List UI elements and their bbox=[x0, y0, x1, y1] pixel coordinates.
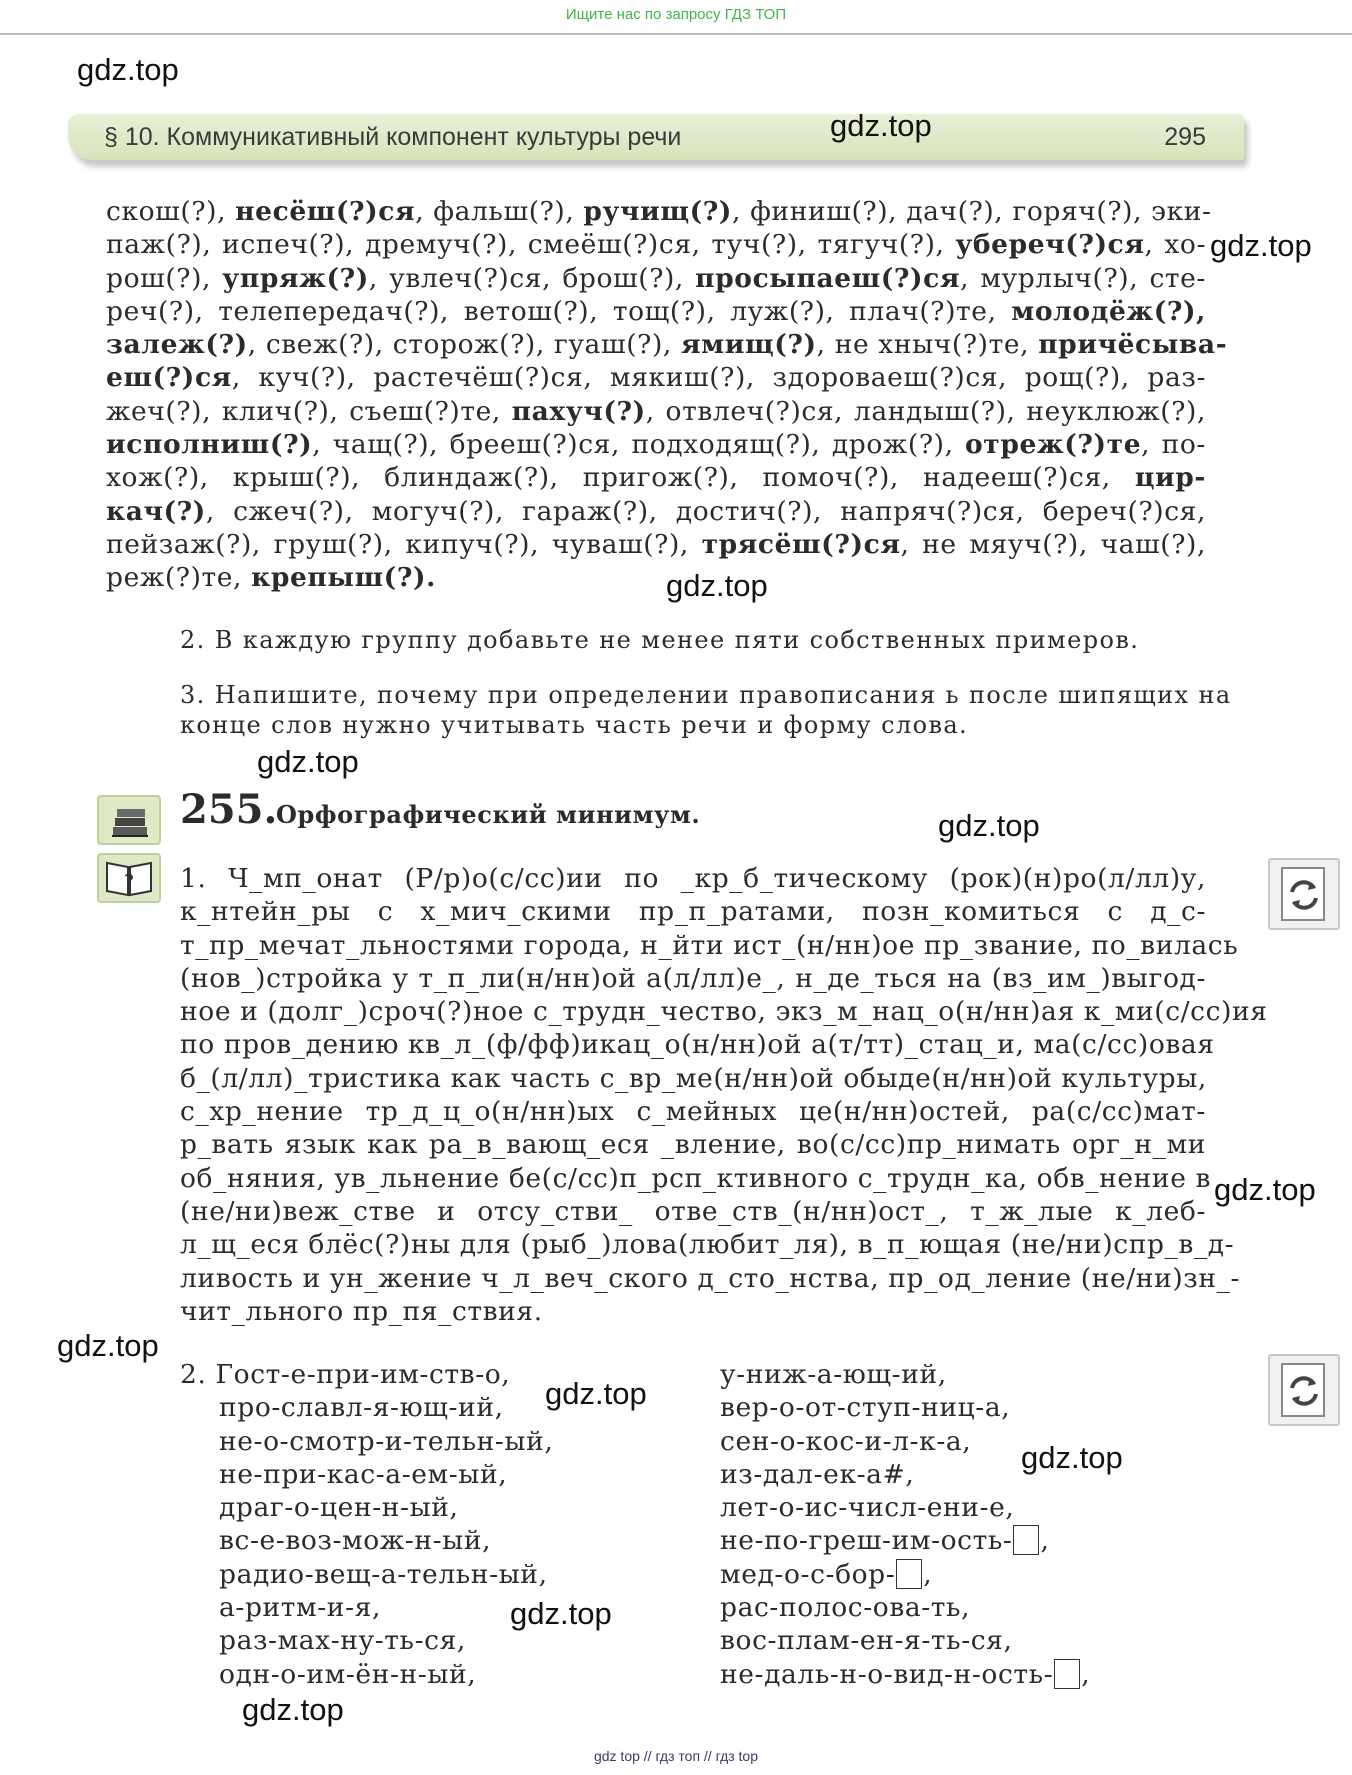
morpheme-word bbox=[720, 1491, 1090, 1524]
word-run: , не мяуч(?), чаш(?), bbox=[900, 528, 1207, 560]
bold-word: кач(?) bbox=[106, 495, 206, 527]
word-list-paragraph bbox=[106, 195, 1228, 595]
word-list-line bbox=[106, 461, 1206, 494]
bold-word: ручищ(?) bbox=[583, 196, 733, 227]
word-run: пейзаж(?), груш(?), кипуч(?), чуваш(?), bbox=[106, 528, 702, 560]
morpheme-word: вс-е-воз-мож-н-ый, bbox=[219, 1525, 492, 1557]
swap-icon-button[interactable] bbox=[1268, 1354, 1340, 1426]
bold-word: пахуч(?) bbox=[511, 395, 646, 427]
morpheme-text: мед-о-с-бор- bbox=[720, 1558, 896, 1590]
word-run: , увлеч(?)ся, брош(?), bbox=[368, 262, 696, 294]
exercise-part-2-right-column bbox=[720, 1358, 1090, 1691]
exercise-title: Орфографический минимум. bbox=[276, 800, 701, 829]
exercise-line: с_хр_нение тр_д_ц_о(н/нн)ых с_мейных це(н/нн)остей, ра(с/сс)мат- bbox=[180, 1096, 1206, 1128]
zero-ending-box bbox=[1054, 1659, 1080, 1689]
morpheme-text: рас-полос-ова-ть, bbox=[720, 1592, 971, 1624]
watermark: gdz.top bbox=[1214, 1172, 1316, 1207]
morpheme-text: вос-плам-ен-я-ть-ся, bbox=[720, 1625, 1013, 1657]
morpheme-word bbox=[720, 1524, 1090, 1557]
section-title: § 10. Коммуникативный компонент культуры речи bbox=[104, 123, 682, 151]
exercise-number: 255. bbox=[180, 786, 278, 833]
zero-ending-box bbox=[1013, 1525, 1039, 1555]
word-list-line bbox=[106, 395, 1206, 428]
morpheme-word bbox=[720, 1591, 1090, 1624]
watermark: gdz.top bbox=[1021, 1440, 1123, 1475]
bold-word: трясёш(?)ся bbox=[701, 528, 901, 560]
exercise-line: об_няния, ув_льнение бе(с/сс)п_рсп_ктивного с_трудн_ка, обв_нение в bbox=[180, 1162, 1212, 1194]
bold-word: еш(?)ся bbox=[106, 362, 232, 394]
morpheme-word: радио-вещ-а-тельн-ый, bbox=[219, 1558, 548, 1590]
word-run: жеч(?), клич(?), съеш(?)те, bbox=[106, 395, 512, 427]
morpheme-word bbox=[720, 1558, 1090, 1591]
morpheme-text: вер-о-от-ступ-ниц-а, bbox=[720, 1392, 1011, 1424]
bold-word: крепыш(?). bbox=[251, 562, 436, 594]
task-3-line: 3. Напишите, почему при определении правописания ь после шипящих на bbox=[180, 681, 1232, 709]
bold-word: молодёж(?), bbox=[1011, 295, 1206, 327]
morpheme-word: про-славл-я-ющ-ий, bbox=[219, 1392, 504, 1424]
morpheme-word bbox=[720, 1358, 1090, 1391]
word-run: , чащ(?), брееш(?)ся, подходящ(?), дрож(?), bbox=[312, 429, 966, 461]
word-list-line bbox=[106, 361, 1206, 394]
exercise-line: чит_льного пр_пя_ствия. bbox=[180, 1295, 543, 1327]
watermark: gdz.top bbox=[830, 108, 932, 143]
morpheme-word: 2. Гост-е-при-им-ств-о, bbox=[180, 1359, 511, 1390]
bold-word: упряж(?) bbox=[222, 262, 369, 294]
morpheme-text: не-даль-н-о-вид-н-ость- bbox=[720, 1658, 1054, 1690]
morpheme-word bbox=[720, 1624, 1090, 1657]
word-list-line bbox=[106, 228, 1206, 261]
exercise-line: к_нтейн_ры с х_мич_скими пр_п_ратами, позн_комиться с д_с- bbox=[180, 896, 1206, 928]
bold-word: залеж(?) bbox=[106, 329, 248, 361]
punctuation: , bbox=[1081, 1658, 1091, 1690]
word-list-line bbox=[106, 295, 1206, 328]
word-run: , свеж(?), сторож(?), гуаш(?), bbox=[247, 329, 681, 361]
exercise-line: по пров_дению кв_л_(ф/фф)икац_о(н/нн)ой а(т/тт)_стац_и, ма(с/сс)овая bbox=[180, 1029, 1215, 1061]
word-run: , сжеч(?), могуч(?), гараж(?), достич(?), напряч(?)ся, береч(?)ся, bbox=[205, 495, 1206, 527]
bold-word: убереч(?)ся bbox=[955, 229, 1145, 261]
word-run: паж(?), испеч(?), дремуч(?), смеёш(?)ся, туч(?), тягуч(?), bbox=[106, 229, 956, 261]
swap-icon-button[interactable] bbox=[1268, 858, 1340, 930]
task-3-line: конце слов нужно учитывать часть речи и форму слова. bbox=[180, 711, 969, 739]
morpheme-text: из-дал-ек-а#, bbox=[720, 1458, 915, 1490]
word-list-line bbox=[106, 561, 1206, 594]
watermark: gdz.top bbox=[545, 1376, 647, 1411]
exercise-line: ное и (долг_)сроч(?)ное с_трудн_чество, экз_м_нац_о(н/нн)ая к_ми(с/сс)ия bbox=[180, 996, 1268, 1028]
top-banner[interactable] bbox=[0, 0, 1352, 35]
bold-word: ямищ(?) bbox=[680, 329, 817, 361]
morpheme-text: лет-о-ис-числ-ени-е, bbox=[720, 1492, 1015, 1524]
morpheme-word: не-о-смотр-и-тельн-ый, bbox=[219, 1425, 554, 1457]
word-run: , не хныч(?)те, bbox=[816, 329, 1039, 361]
word-run: , по- bbox=[1141, 429, 1206, 461]
page-number: 295 bbox=[1164, 123, 1206, 151]
books-icon bbox=[97, 795, 161, 845]
word-list-line bbox=[106, 528, 1206, 561]
morpheme-word bbox=[720, 1391, 1090, 1424]
exercise-line: 1. Ч_мп_онат (Р/р)о(с/сс)ии по _кр_б_тическому (рок)(н)ро(л/лл)у, bbox=[180, 863, 1206, 894]
word-run: , хо- bbox=[1144, 229, 1206, 261]
morpheme-word: одн-о-им-ён-н-ый, bbox=[219, 1658, 477, 1690]
section-header bbox=[68, 114, 1244, 160]
morpheme-word: а-ритм-и-я, bbox=[219, 1592, 381, 1624]
word-run: , финиш(?), дач(?), горяч(?), эки- bbox=[732, 196, 1212, 227]
morpheme-word: драг-о-цен-н-ый, bbox=[219, 1492, 459, 1524]
word-list-line bbox=[106, 262, 1206, 295]
bold-word: несёш(?)ся bbox=[235, 196, 416, 227]
watermark: gdz.top bbox=[510, 1596, 612, 1631]
zero-ending-box bbox=[896, 1559, 922, 1589]
bold-word: просыпаеш(?)ся bbox=[695, 262, 961, 294]
open-book-question-icon bbox=[97, 853, 161, 903]
top-banner-text[interactable]: Ищите нас по запросу ГДЗ ТОП bbox=[565, 6, 787, 23]
morpheme-word: не-при-кас-а-ем-ый, bbox=[219, 1458, 508, 1490]
word-run: скош(?), bbox=[106, 196, 236, 227]
watermark: gdz.top bbox=[257, 744, 359, 779]
punctuation: , bbox=[1040, 1525, 1050, 1557]
word-run: рош(?), bbox=[106, 262, 223, 294]
watermark: gdz.top bbox=[938, 808, 1040, 843]
word-run: , отвлеч(?)ся, ландыш(?), неуклюж(?), bbox=[645, 395, 1206, 427]
word-list-line bbox=[106, 328, 1228, 361]
word-run: , куч(?), растечёш(?)ся, мякиш(?), здороваеш(?)ся, рощ(?), раз- bbox=[231, 362, 1206, 394]
word-list-line bbox=[106, 428, 1206, 461]
exercise-line: б_(л/лл)_тристика как часть с_вр_ме(н/нн)ой обыде(н/нн)ой культуры, bbox=[180, 1062, 1207, 1094]
task-2 bbox=[180, 625, 1206, 655]
exercise-line: л_щ_еся блёс(?)ны для (рыб_)лова(любит_ля), в_п_ющая (не/ни)спр_в_д- bbox=[180, 1229, 1235, 1261]
svg-text:?: ? bbox=[123, 870, 135, 894]
footer-links[interactable]: gdz top // гдз топ // гдз top bbox=[593, 1748, 759, 1764]
bold-word: исполниш(?) bbox=[106, 429, 313, 461]
exercise-line: (не/ни)веж_стве и отсу_стви_ отве_ств_(н/нн)ост_, т_ж_лые к_леб- bbox=[180, 1195, 1206, 1227]
bold-word: причёсыва- bbox=[1038, 329, 1228, 361]
exercise-line: р_вать язык как ра_в_вающ_еся _вление, во(с/сс)пр_нимать орг_н_ми bbox=[180, 1129, 1206, 1161]
watermark: gdz.top bbox=[77, 52, 179, 87]
morpheme-text: у-ниж-а-ющ-ий, bbox=[720, 1359, 947, 1390]
watermark: gdz.top bbox=[57, 1328, 159, 1363]
exercise-line: ливость и ун_жение ч_л_веч_ского д_сто_нства, пр_од_ление (не/ни)зн_- bbox=[180, 1262, 1240, 1294]
task-3 bbox=[180, 680, 1232, 740]
word-list-line bbox=[106, 495, 1206, 528]
morpheme-word bbox=[720, 1658, 1090, 1691]
word-run: , мурлыч(?), сте- bbox=[960, 262, 1206, 294]
morpheme-word: раз-мах-ну-ть-ся, bbox=[219, 1625, 466, 1657]
word-run: реч(?), телепередач(?), ветош(?), тощ(?), луж(?), плач(?)те, bbox=[106, 295, 1012, 327]
morpheme-text: не-по-греш-им-ость- bbox=[720, 1525, 1013, 1557]
watermark: gdz.top bbox=[1210, 228, 1312, 263]
morpheme-text: сен-о-кос-и-л-к-а, bbox=[720, 1425, 972, 1457]
word-run: реж(?)те, bbox=[106, 562, 252, 594]
exercise-line: (нов_)стройка у т_п_ли(н/нн)ой а(л/лл)е_, н_де_ться на (вз_им_)выгод- bbox=[180, 962, 1206, 994]
bold-word: цир- bbox=[1134, 462, 1206, 494]
bold-word: отреж(?)те bbox=[965, 429, 1142, 461]
word-list-line bbox=[106, 195, 1212, 228]
task-2-text: 2. В каждую группу добавьте не менее пяти собственных примеров. bbox=[180, 626, 1140, 654]
word-run: , фальш(?), bbox=[415, 196, 584, 227]
punctuation: , bbox=[923, 1558, 933, 1590]
watermark: gdz.top bbox=[666, 568, 768, 603]
word-run: хож(?), крыш(?), блиндаж(?), пригож(?), помоч(?), надееш(?)ся, bbox=[106, 462, 1135, 494]
exercise-part-2-left-column bbox=[180, 1358, 553, 1691]
exercise-line: т_пр_мечат_льностями города, н_йти ист_(н/нн)ое пр_звание, по_вилась bbox=[180, 929, 1239, 961]
watermark: gdz.top bbox=[242, 1692, 344, 1727]
